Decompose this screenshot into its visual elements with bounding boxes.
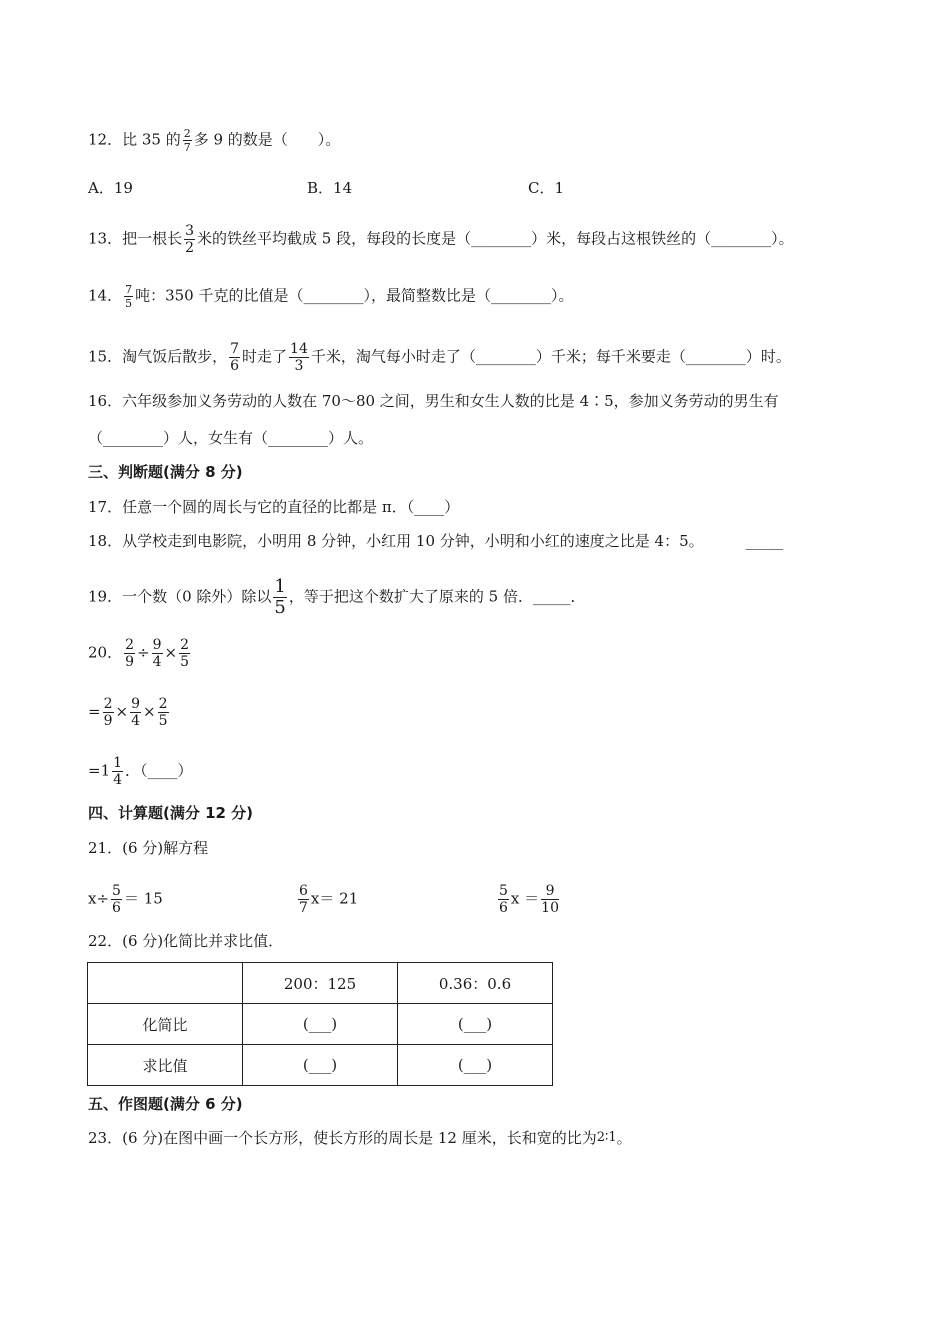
q21-eq3-mid: x ＝ (510, 889, 540, 908)
question-20-row-2 (88, 697, 171, 728)
q21-eq2-fraction: $\frac{6}{7}$ (299, 883, 308, 916)
q20-r3-equals: =1 (88, 761, 111, 780)
q12-fraction: $\frac{2}{7}$ (183, 127, 191, 154)
table-header-row (88, 963, 553, 1004)
q20-r1-multiply-sign: × (164, 643, 178, 662)
q21-eq1-pre: x÷ (88, 889, 110, 908)
q21-eq3-fraction-2: $\frac{9}{10}$ (541, 883, 559, 916)
section-5-heading: 五、作图题(满分 6 分) (88, 1095, 243, 1113)
q13-number: 13． (88, 229, 123, 248)
q13-text-post: 米的铁丝平均截成 5 段，每段的长度是（________）米，每段占这根铁丝的（________）。 (197, 229, 794, 248)
q13-fraction: $\frac{3}{2}$ (185, 223, 195, 256)
q12-text-post: 多 9 的数是（ ）。 (193, 130, 341, 149)
question-21-title: 21．(6 分)解方程 (88, 839, 209, 857)
q20-r1-frac-2: $\frac{9}{4}$ (152, 637, 162, 670)
q12-text-pre: 比 35 的 (122, 130, 181, 149)
q23-ratio: 2∶1 (596, 1130, 617, 1145)
q18-text: 18．从学校走到电影院，小明用 8 分钟，小红用 10 分钟，小明和小红的速度之比是 4：5。 (88, 532, 704, 550)
q20-r2-multiply-sign-1: × (115, 702, 129, 721)
q15-text-mid: 时走了 (242, 347, 288, 366)
q15-fraction-time: $\frac{7}{6}$ (230, 341, 240, 374)
q20-r2-frac-2: $\frac{9}{4}$ (131, 696, 140, 729)
q21-eq1-post: ＝ 15 (123, 889, 163, 908)
q20-r1-frac-3: $\frac{2}{5}$ (180, 637, 190, 670)
q14-number: 14． (88, 286, 123, 305)
question-16-line-1: 16．六年级参加义务劳动的人数在 70～80 之间，男生和女生人数的比是 4∶5，参加义务劳动的男生有 (88, 392, 779, 410)
section-4-heading: 四、计算题(满分 12 分) (88, 804, 254, 822)
q14-fraction: $\frac{7}{5}$ (125, 283, 133, 310)
question-20-row-3 (88, 756, 193, 787)
table-answer-blank[interactable]: (___) (398, 1045, 553, 1086)
q20-r1-frac-1: $\frac{2}{9}$ (125, 637, 135, 670)
question-14 (88, 284, 574, 309)
table-row-label: 求比值 (88, 1045, 243, 1086)
q23-text: 23．(6 分)在图中画一个长方形，使长方形的周长是 12 厘米，长和宽的比为 (88, 1129, 597, 1147)
table-row (88, 1004, 553, 1045)
question-20-row-1 (88, 638, 192, 669)
q18-blank: _____ (745, 532, 784, 550)
table-header-cell: 0.36：0.6 (398, 963, 553, 1004)
q19-text-pre: 19．一个数（0 除外）除以 (88, 587, 272, 606)
q15-number: 15． (88, 347, 123, 366)
q20-r2-frac-1: $\frac{2}{9}$ (103, 696, 113, 729)
q20-r3-frac: $\frac{1}{4}$ (113, 755, 123, 788)
q12-option-c: C．1 (528, 179, 565, 197)
q12-option-a: A．19 (88, 179, 133, 197)
q20-r3-text: ．（____） (125, 761, 193, 780)
q14-text-post: 吨：350 千克的比值是（________），最简整数比是（________）。 (135, 286, 574, 305)
table-row-label: 化简比 (88, 1004, 243, 1045)
question-17: 17．任意一个圆的周长与它的直径的比都是 π．（____） (88, 498, 460, 516)
table-answer-blank[interactable]: (___) (243, 1045, 398, 1086)
q20-r2-frac-3: $\frac{2}{5}$ (158, 696, 168, 729)
question-22-title: 22．(6 分)化简比并求比值． (88, 932, 284, 950)
q21-eq2-post: x＝ 21 (310, 889, 359, 908)
table-header-cell (88, 963, 243, 1004)
section-3-heading: 三、判断题(满分 8 分) (88, 463, 243, 481)
table-header-cell: 200：125 (243, 963, 398, 1004)
q19-text-post: ，等于把这个数扩大了原来的 5 倍．_____． (288, 587, 586, 606)
q12-number: 12． (88, 130, 123, 149)
question-19 (88, 578, 585, 617)
q21-equation-2 (296, 884, 358, 915)
q23-end: 。 (616, 1129, 632, 1147)
q15-text-post: 千米，淘气每小时走了（________）千米；每千米要走（________）时。 (310, 347, 791, 366)
q20-r1-divide-sign: ÷ (137, 643, 150, 662)
question-18 (88, 531, 783, 551)
q12-option-b: B．14 (307, 179, 353, 197)
q19-fraction: $\frac{1}{5}$ (274, 576, 286, 618)
q21-equation-1 (88, 884, 163, 915)
q20-r2-multiply-sign-2: × (143, 702, 156, 721)
q12-options (88, 178, 788, 198)
q21-eq1-fraction: $\frac{5}{6}$ (112, 883, 121, 916)
q15-text-pre: 淘气饭后散步， (122, 347, 228, 366)
question-23 (88, 1128, 632, 1148)
table-row (88, 1045, 553, 1086)
question-15 (88, 342, 791, 373)
q20-number: 20． (88, 643, 123, 662)
q15-fraction-distance: $\frac{14}{3}$ (290, 341, 308, 374)
q21-equation-3 (496, 884, 561, 915)
table-answer-blank[interactable]: (___) (398, 1004, 553, 1045)
question-12 (88, 128, 340, 153)
q20-r2-equals: = (88, 702, 101, 721)
q13-text-pre: 把一根长 (122, 229, 183, 248)
table-answer-blank[interactable]: (___) (243, 1004, 398, 1045)
question-13 (88, 224, 794, 255)
q21-eq3-fraction-1: $\frac{5}{6}$ (499, 883, 508, 916)
ratio-table (87, 962, 553, 1086)
question-16-line-2: （________）人，女生有（________）人。 (88, 429, 374, 447)
